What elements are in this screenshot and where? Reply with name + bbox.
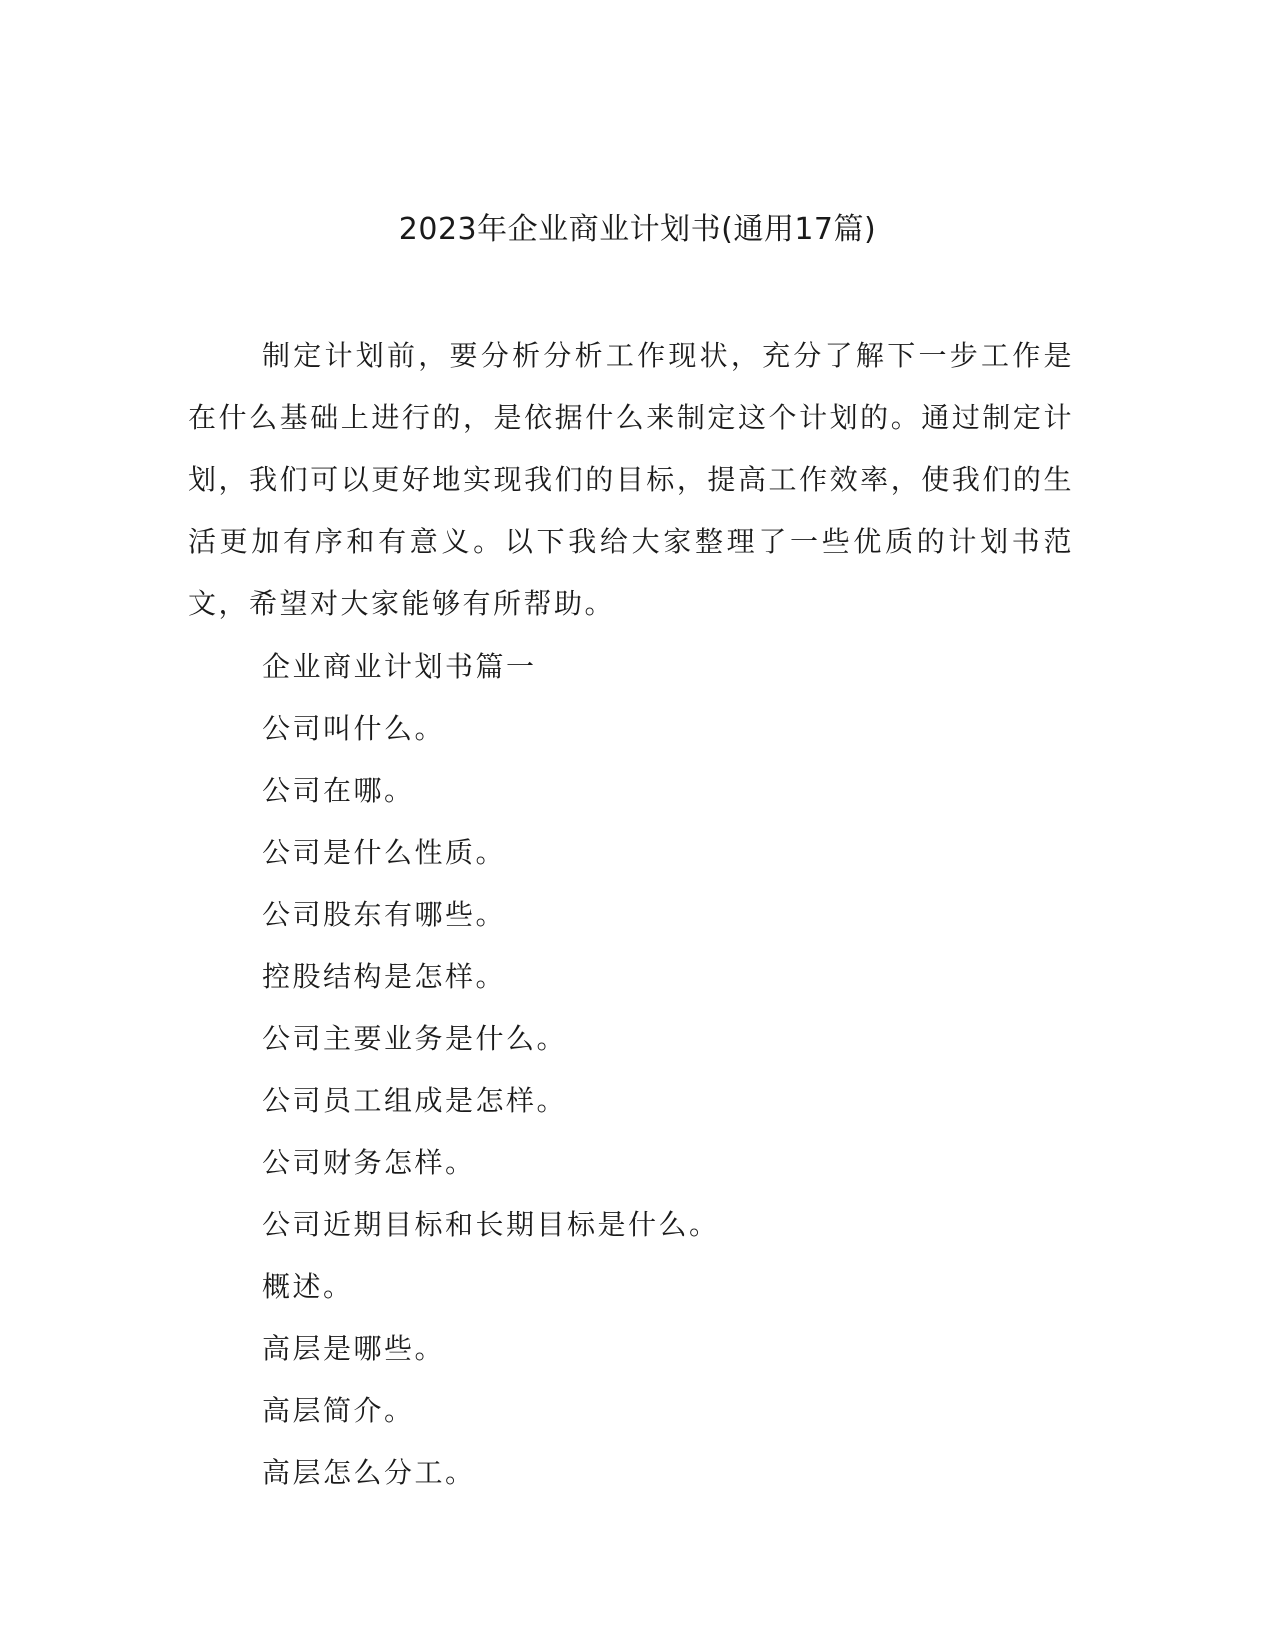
content-line: 公司主要业务是什么。 [262, 1022, 568, 1055]
content-line: 控股结构是怎样。 [262, 960, 507, 993]
content-lines [262, 636, 1062, 1504]
content-line: 概述。 [262, 1270, 354, 1303]
content-line: 高层是哪些。 [262, 1332, 446, 1365]
content-line: 公司在哪。 [262, 774, 415, 807]
content-line: 公司近期目标和长期目标是什么。 [262, 1208, 720, 1241]
content-line: 公司员工组成是怎样。 [262, 1084, 568, 1117]
content-line: 公司是什么性质。 [262, 836, 507, 869]
content-line: 高层怎么分工。 [262, 1456, 476, 1489]
section-heading: 企业商业计划书篇一 [262, 650, 537, 683]
content-line: 公司叫什么。 [262, 712, 446, 745]
content-line: 公司财务怎样。 [262, 1146, 476, 1179]
content-line: 公司股东有哪些。 [262, 898, 507, 931]
content-line: 高层简介。 [262, 1394, 415, 1427]
document-title: 2023年企业商业计划书(通用17篇) [398, 212, 877, 247]
intro-paragraph: 制定计划前，要分析分析工作现状，充分了解下一步工作是在什么基础上进行的，是依据什么来制定这个计划的。通过制定计划，我们可以更好地实现我们的目标，提高工作效率，使我们的生活更加有序和有意义。以下我给大家整理了一些优质的计划书范文，希望对大家能够有所帮助。 [188, 339, 1074, 620]
